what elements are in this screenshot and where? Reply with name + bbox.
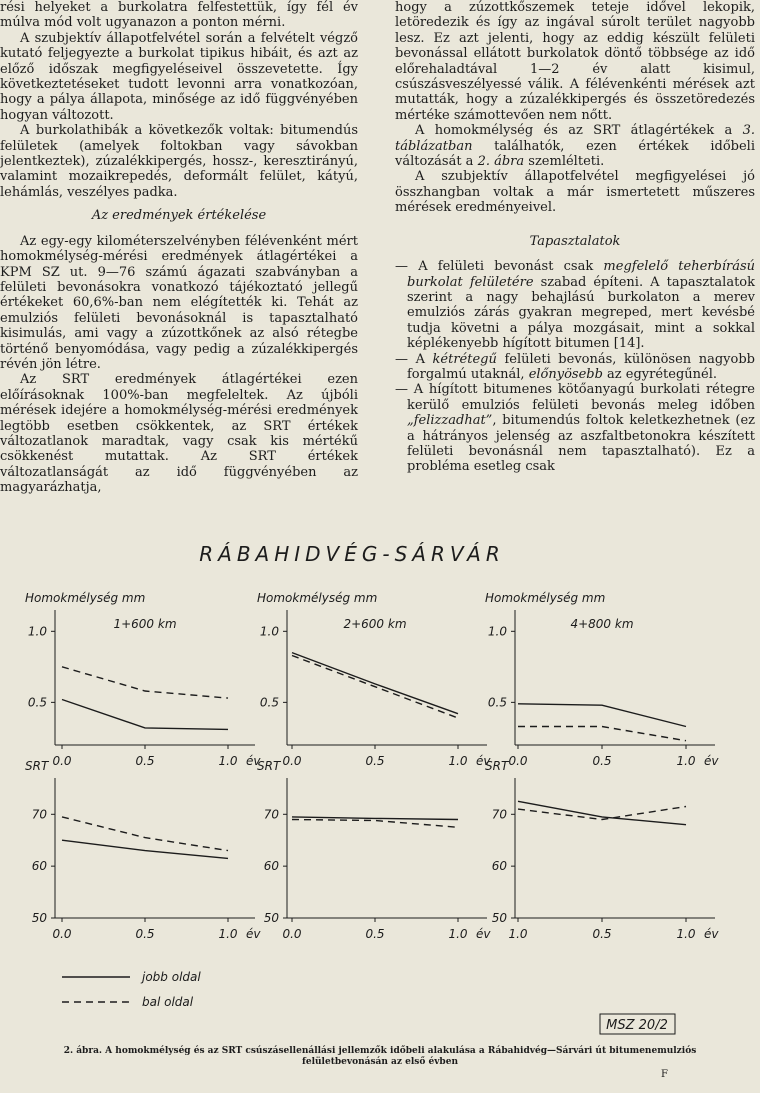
- paragraph: A szubjektív állapotfelvétel megfigyelései jó összhangban voltak a már ismertetett műszeres mérések eredményeivel.: [395, 169, 755, 216]
- paragraph: Az egy-egy kilométerszelvényben félévenként mért homokmélység-mérési eredmények átlagértékei a KPM SZ ut. 9—76 számú ágazati szabványban a felületi bevonásokra vonatkozó tájékoztató jellegű értékeket 60,6%-ban nem elégítették ki. Tehát az emulziós felületi bevonásoknál is tapasztalható kisimulás, ami vagy a zúzottkőnek az alsó rétegbe történő benyomódása, vagy pedig a zúzalékkipergés révén jön létre.: [0, 233, 358, 372]
- y-tick-label: 1.0: [487, 624, 507, 639]
- y-tick-label: 1.0: [259, 624, 279, 639]
- chart-5: [257, 759, 491, 941]
- y-axis-label: Homokmélység mm: [485, 591, 606, 605]
- x-tick-label: 1.0: [218, 927, 238, 941]
- section-heading: Tapasztalatok: [529, 233, 621, 249]
- y-tick-label: 0.5: [27, 695, 47, 710]
- text-run: az egyrétegűnél.: [602, 366, 718, 382]
- y-axis-label: SRT: [25, 759, 49, 773]
- text-run: felületi bevonás, különösen nagyobb forgalmú utaknál,: [407, 351, 755, 382]
- x-tick-label: 1.0: [448, 927, 468, 941]
- chart-2: [257, 591, 491, 768]
- chart-subtitle: 1+600 km: [113, 617, 177, 631]
- paragraph: hogy a zúzottkőszemek teteje idővel lekopik, letöredezik és így az ingával súrolt terület nagyobb lesz. Ez azt jelenti, hogy az eddig készült felületi bevonással ellátott burkolatok döntő többsége az idő előrehaladtával 1—2 év alatt kisimul, csúszásveszélyessé válik. A félévenkénti mérések azt mutatták, hogy a zúzalékkipergés és összetöredezés mértéke számottevően nem nőtt.: [395, 0, 755, 123]
- left-column: [0, 0, 358, 496]
- text-run: , bitumendús foltok keletkezhetnek (ez a hátrányos jelenség az aszfaltbetonokra készített felületi bevonásnál nem tapasztalható). Ez a probléma esetleg csak: [407, 413, 755, 475]
- chart-subtitle: 2+600 km: [343, 617, 407, 631]
- x-tick-label: 0.0: [508, 754, 528, 768]
- list-item: [395, 352, 755, 383]
- y-tick-label: 60: [491, 859, 507, 874]
- series-line-bal: [518, 727, 686, 741]
- paragraph: rési helyeket a burkolatra felfestettük, így fél év múlva mód volt ugyanazon a ponton mérni.: [0, 0, 358, 31]
- x-tick-label: 0.5: [365, 927, 385, 941]
- x-tick-label: 0.0: [282, 754, 302, 768]
- chart-subtitle: 4+800 km: [570, 617, 634, 631]
- series-line-bal: [292, 820, 458, 828]
- chart-1: [25, 591, 261, 768]
- x-axis-label: év: [246, 927, 261, 941]
- text-run: szabad építeni. A tapasztalatok szerint a nagy behajlású burkolaton a merev emulziós zárás gyakran megreped, mert kevésbé tudja követni a pálya mozgásait, mint a sokkal képlékenyebb hígított bitumen [14].: [407, 274, 755, 352]
- legend-solid-label: jobb oldal: [142, 970, 201, 984]
- chart-4: [25, 759, 261, 941]
- series-line-jobb: [518, 704, 686, 727]
- figure-reference: 2. ábra: [477, 154, 525, 170]
- series-line-jobb: [518, 801, 686, 824]
- text-run: találhatók, ezen értékek időbeli változását a: [395, 138, 755, 170]
- figure-caption: 2. ábra. A homokmélység és az SRT csúszásellenállási jellemzők időbeli alakulása a Rábahidvég—Sárvári út bitumenemulziós felületbevonásán az első évben: [63, 1046, 697, 1067]
- x-tick-label: 1.0: [218, 754, 238, 768]
- figure-stamp: [600, 1014, 675, 1034]
- stamp-text: MSZ 20/2: [606, 1018, 668, 1033]
- y-tick-label: 0.5: [487, 695, 507, 710]
- emphasis: előnyösebb: [528, 366, 603, 382]
- x-tick-label: 0.5: [592, 927, 612, 941]
- legend-dashed-label: bal oldal: [142, 995, 194, 1009]
- x-tick-label: 1.0: [676, 927, 696, 941]
- figure: [0, 530, 760, 1055]
- right-column: [395, 0, 755, 475]
- y-axis-label: SRT: [257, 759, 281, 773]
- emphasis: megfelelő teherbírású burkolat felületére: [407, 259, 755, 290]
- x-tick-label: 0.5: [135, 927, 155, 941]
- y-axis-label: Homokmélység mm: [257, 591, 378, 605]
- emphasis: kétrétegű: [432, 351, 497, 367]
- figure-title: RÁBAHIDVÉG-SÁRVÁR: [199, 542, 505, 566]
- x-tick-label: 0.0: [52, 927, 72, 941]
- emphasis: „felizzadhat”: [407, 413, 493, 429]
- y-tick-label: 1.0: [27, 624, 47, 639]
- section-heading: Az eredmények értékelése: [91, 208, 267, 224]
- y-tick-label: 70: [491, 807, 507, 822]
- x-tick-label: 1.0: [448, 754, 468, 768]
- y-tick-label: 50: [491, 911, 507, 925]
- y-tick-label: 0.5: [259, 695, 279, 710]
- text-run: — A hígított bitumenes kötőanyagú burkolati rétegre kerülő emulziós felületi bevonás meleg időben: [395, 382, 755, 413]
- x-axis-label: év: [246, 754, 261, 768]
- series-line-bal: [62, 817, 228, 851]
- list-item: [395, 259, 755, 351]
- y-tick-label: 60: [31, 859, 47, 874]
- y-tick-label: 60: [263, 859, 279, 874]
- x-tick-label: 0.0: [52, 754, 72, 768]
- x-tick-label: 0.0: [282, 927, 302, 941]
- list-item: [395, 382, 755, 474]
- x-axis-label: év: [476, 754, 491, 768]
- x-axis-label: év: [476, 927, 491, 941]
- series-line-bal: [292, 656, 458, 719]
- x-tick-label: 0.5: [135, 754, 155, 768]
- y-axis-label: SRT: [485, 759, 509, 773]
- series-line-jobb: [62, 700, 228, 730]
- figure-svg: [0, 530, 760, 1055]
- page-mark: F: [661, 1069, 668, 1080]
- paragraph: A szubjektív állapotfelvétel során a felvételt végző kutató feljegyezte a burkolat tipikus hibáit, és azt az előző időszak megfigyeléseivel összevetette. Így következtetéseket tudott levonni arra vonatkozóan, hogy a pálya állapota, minősége az idő függvényében hogyan változott.: [0, 30, 358, 123]
- y-tick-label: 50: [263, 911, 279, 925]
- paragraph: Az SRT eredmények átlagértékei ezen előírásoknak 100%-ban megfeleltek. Az újbóli mérések idejére a homokmélység-mérési eredmények legtöbb esetben csökkentek, az SRT értékek változatlanok maradtak, vagy csak kis mértékű csökkenést mutattak. Az SRT értékek változatlanságát az idő függvényében az magyarázhatja,: [0, 372, 358, 496]
- series-line-bal: [62, 667, 228, 698]
- charts: [25, 591, 719, 941]
- legend: [62, 970, 201, 1009]
- chart-6: [485, 759, 719, 941]
- text-run: szemlélteti.: [524, 154, 605, 170]
- series-line-jobb: [292, 653, 458, 714]
- table-reference: 3. táblázatban: [395, 123, 755, 154]
- x-axis-label: év: [704, 754, 719, 768]
- paragraph: [395, 123, 755, 169]
- text-run: A homokmélység és az SRT átlagértékek a: [415, 123, 743, 139]
- y-tick-label: 70: [31, 807, 47, 822]
- series-line-jobb: [62, 840, 228, 858]
- text-run: — A: [395, 351, 433, 367]
- x-tick-label: 1.0: [508, 927, 528, 941]
- chart-3: [485, 591, 719, 768]
- y-tick-label: 70: [263, 807, 279, 822]
- y-axis-label: Homokmélység mm: [25, 591, 146, 605]
- text-run: — A felületi bevonást csak: [395, 259, 604, 275]
- y-tick-label: 50: [31, 911, 47, 925]
- x-tick-label: 0.5: [592, 754, 612, 768]
- paragraph: A burkolathibák a következők voltak: bitumendús felületek (amelyek foltokban vagy sávokban jelentkeztek), zúzalékkipergés, hossz-, keresztirányú, valamint mozaikrepedés, deformált felület, kátyú, lehámlás, veszélyes padka.: [0, 123, 358, 200]
- x-tick-label: 1.0: [676, 754, 696, 768]
- x-tick-label: 0.5: [365, 754, 385, 768]
- x-axis-label: év: [704, 927, 719, 941]
